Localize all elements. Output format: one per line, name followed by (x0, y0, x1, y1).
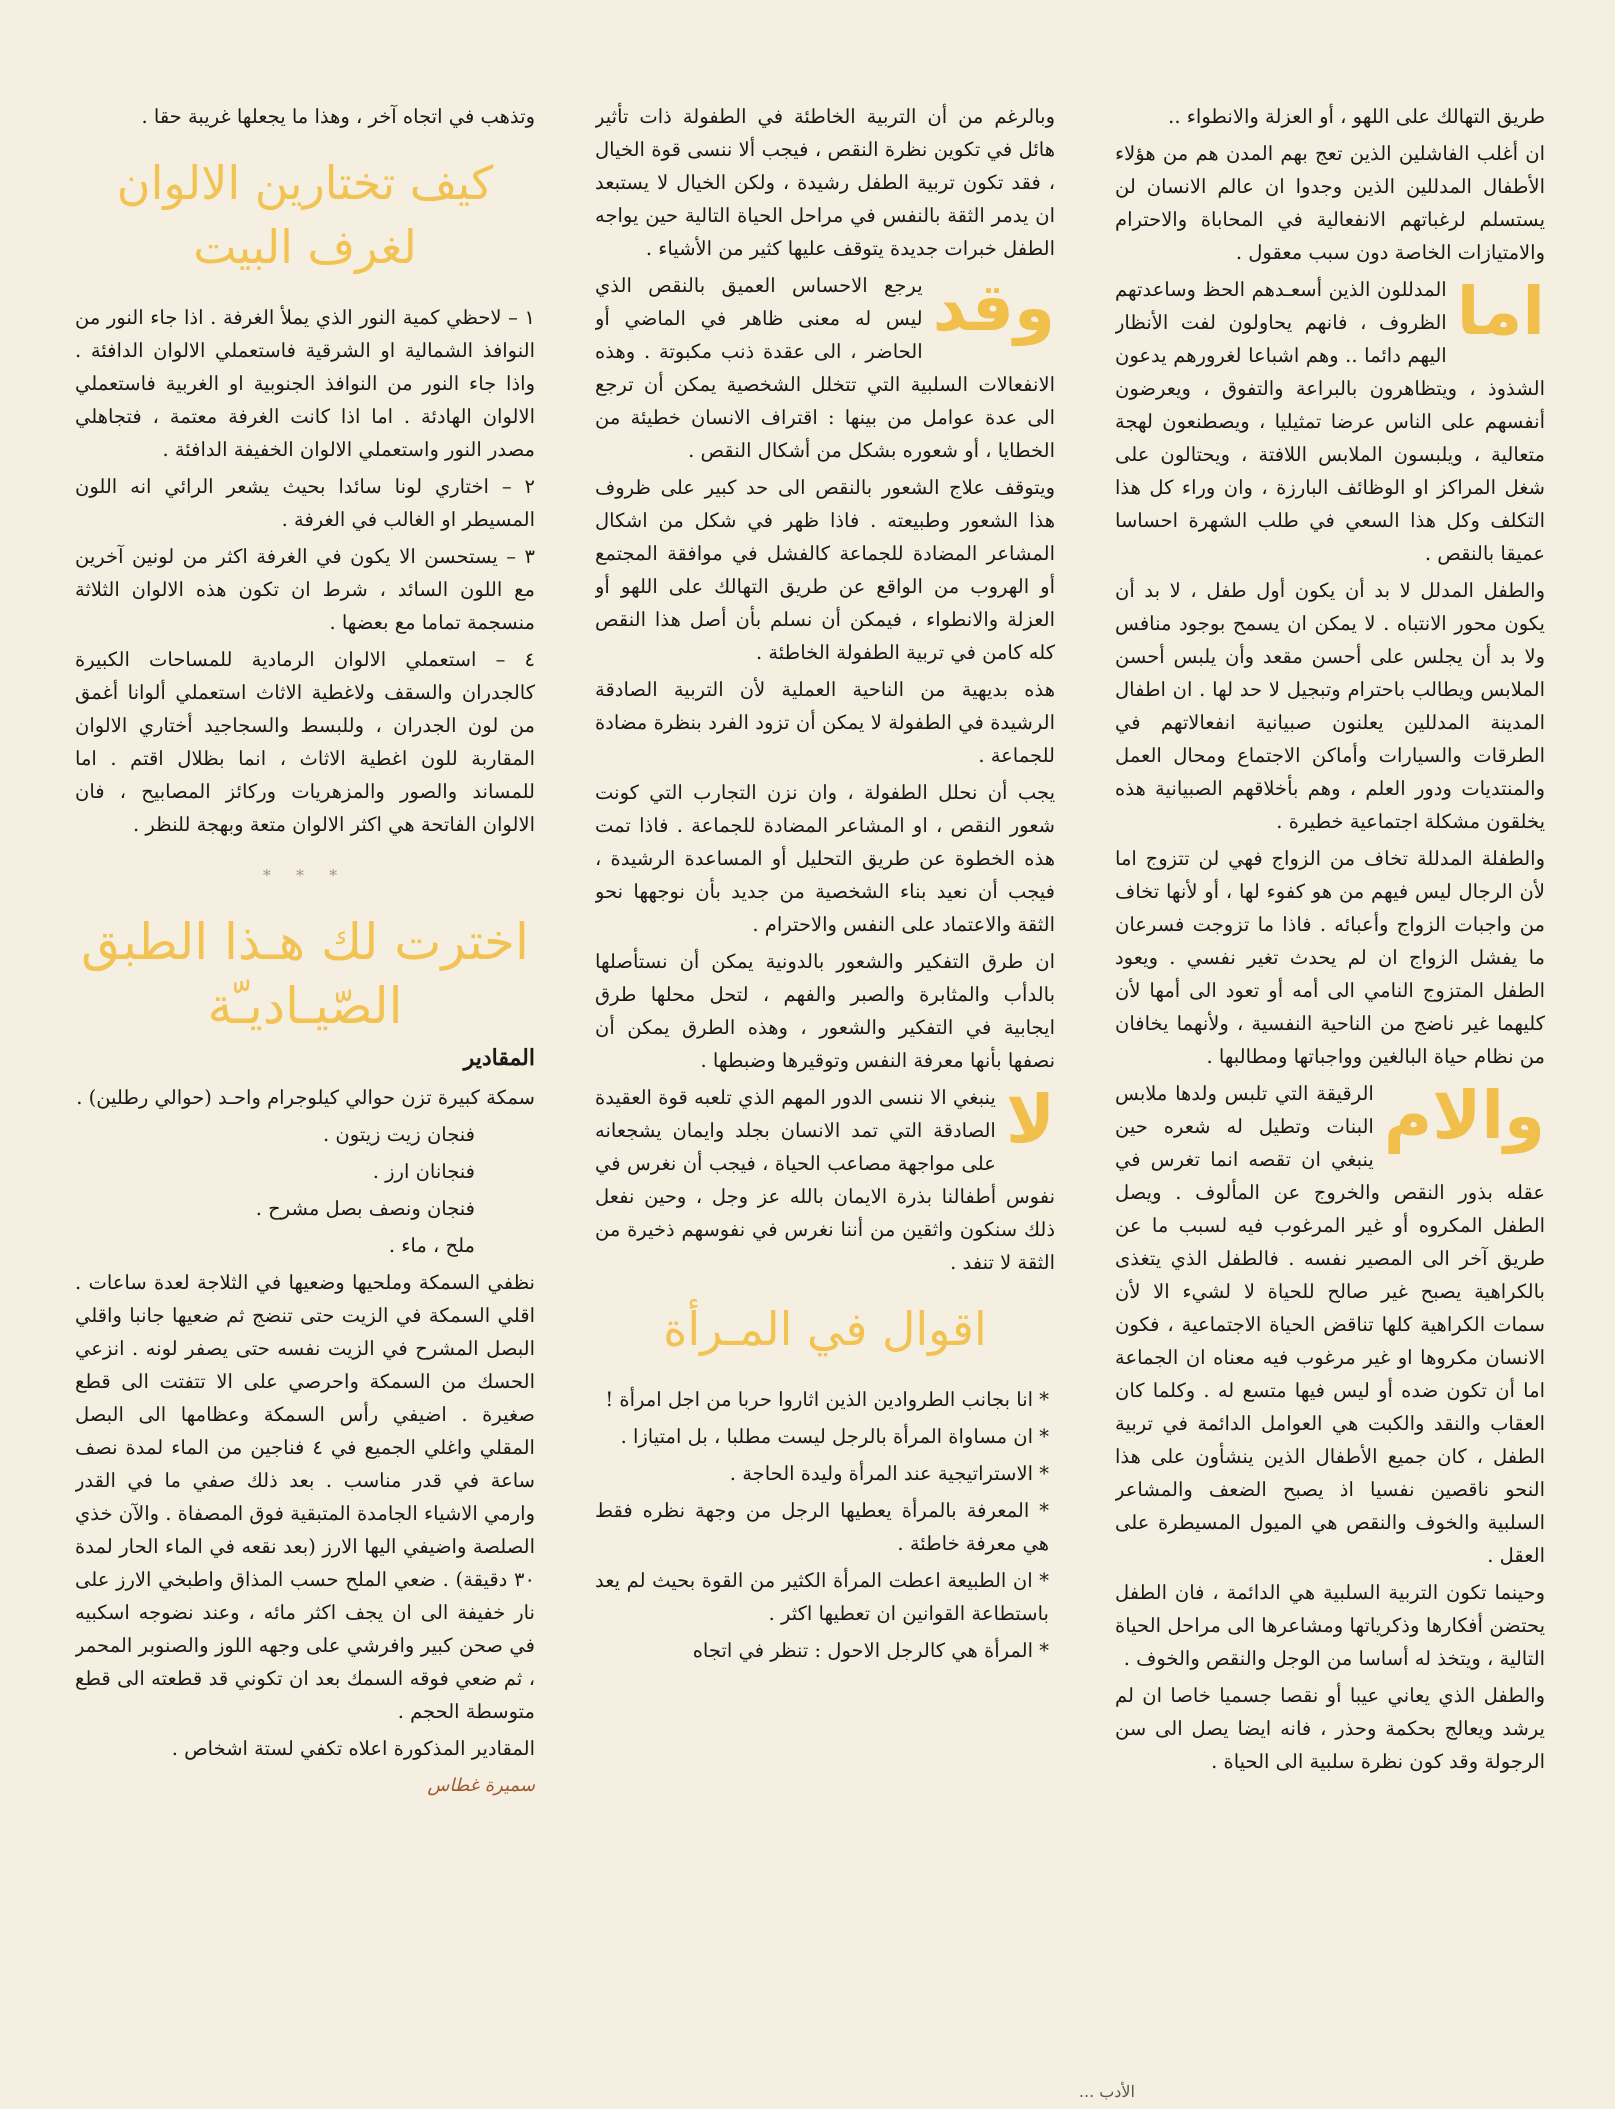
ingredient-item: ملح ، ماء . (388, 1234, 475, 1257)
paragraph-with-dropcap (595, 269, 1055, 467)
paragraph: ان أغلب الفاشلين الذين تعج بهم المدن هم من هؤلاء الأطفال المدللين الذين وجدوا ان عالم الانسان لن يستسلم لرغباتهم الانفعالية في المحاباة والاحترام والامتيازات الخاصة دون سبب معقول . (1115, 142, 1545, 264)
paragraph: ان طرق التفكير والشعور بالدونية يمكن أن نستأصلها بالدأب والمثابرة والصبر والفهم ، لتحل محلها طرق ايجابية في التفكير والشعور ، وهذه الطرق يمكن أن نصفها بأنها معرفة النفس وتوقيرها وضبطها . (595, 950, 1055, 1072)
ingredient-item: فنجان زيت زيتون . (323, 1123, 475, 1146)
paragraph: والطفل المدلل لا بد أن يكون أول طفل ، لا بد أن يكون محور الانتباه . لا يمكن ان يسمح بوجود منافس ولا بد أن يجلس على أحسن مقعد وأن يلبس أحسن الملابس ويطالب باحترام وتبجيل لا حد لها . ان اطفال المدينة المدللين يعلنون صبيانية انفعالاتهم في الطرقات والسيارات وأماكن الاجتماع ومحال العمل والمنتديات ودور العلم ، وهم بأخلاقهم الصبيانية هذه يخلقون مشكلة اجتماعية خطيرة . (1115, 579, 1545, 833)
heading-line: اخترت لك هـذا الطبق (81, 913, 529, 971)
section-heading-quotes: اقوال في المـرأة (663, 1302, 987, 1356)
recipe-method: نظفي السمكة وملحيها وضعيها في الثلاجة لعدة ساعات . اقلي السمكة في الزيت حتى تنضج ثم ضعيها جانبا واقلي البصل المشرح في الزيت نفسه حتى يصفر لونه . انزعي الحسك من السمكة واحرصي على الا تتفتت الى قطع صغيرة . اضيفي رأس السمكة وعظامها الى البصل المقلي واغلي الجميع في ٤ فناجين من الماء لمدة نصف ساعة في قدر مناسب . بعد ذلك صفي ما في القدر وارمي الاشياء الجامدة المتبقية فوق المصفاة . والآن خذي الصلصة واضيفي اليها الارز (بعد نقعه في الماء الحار لمدة ٣٠ دقيقة) . ضعي الملح حسب المذاق واطبخي الارز على نار خفيفة الى ان يجف اكثر مائه ، وعند نضوجه اسكبيه في صحن كبير وافرشي على وجهه اللوز والصنوبر المحمر ، ثم ضعي فوقه السمك بعد ان تكوني قد قطعته الى قطع متوسطة الحجم . (75, 1271, 535, 1723)
dropcap: وقد (932, 269, 1055, 346)
paragraph-text: يرجع الاحساس العميق بالنقص الذي ليس له معنى ظاهر في الماضي أو الحاضر ، الى عقدة ذنب مكبوتة . وهذه الانفعالات السلبية التي تتخلل الشخصية يمكن أن ترجع الى عدة عوامل من بينها : اقتراف الانسان خطيئة من الخطايا ، أو شعوره بشكل من أشكال النقص . (595, 274, 1055, 462)
paragraph: ويتوقف علاج الشعور بالنقص الى حد كبير على ظروف هذا الشعور وطبيعته . فاذا ظهر في شكل من اشكال المشاعر المضادة للجماعة كالفشل في موافقة المجتمع أو الهروب من الواقع عن طريق التهالك على اللهو أو العزلة والانطواء ، فيمكن أن نسلم بأن أصل هذا النقص كله كامن في تربية الطفولة الخاطئة . (595, 476, 1055, 664)
column-right (1115, 100, 1545, 2075)
tip-item: ١ – لاحظي كمية النور الذي يملأ الغرفة . اذا جاء النور من النوافذ الشمالية او الشرقية فاستعملي الالوان الدافئة . واذا جاء النور من النوافذ الجنوبية او الغربية فاستعملي الالوان الهادئة . اما اذا كانت الغرفة معتمة ، فتجاهلي مصدر النور واستعملي الالوان الخفيفة الدافئة . (75, 306, 535, 461)
footer-fragment: الأدب ... (1078, 2082, 1135, 2101)
paragraph-text: ينبغي الا ننسى الدور المهم الذي تلعبه قوة العقيدة الصادقة التي تمد الانسان بجلد وايمان يشجعانه على مواجهة مصاعب الحياة ، فيجب أن نغرس في نفوس أطفالنا بذرة الايمان بالله عز وجل ، وحين نفعل ذلك سنكون واثقين من أننا نغرس في نفوسهم ذخيرة من الثقة لا تنفد . (595, 1086, 1055, 1274)
paragraph: هذه بديهية من الناحية العملية لأن التربية الصادقة الرشيدة في الطفولة لا يمكن أن تزود الفرد بنظرة مضادة للجماعة . (595, 678, 1055, 767)
quote-item: * انا بجانب الطروادين الذين اثاروا حربا من اجل امرأة ! (605, 1388, 1049, 1411)
paragraph: والطفل الذي يعاني عيبا أو نقصا جسميا خاصا ان لم يرشد ويعالج بحكمة وحذر ، فانه ايضا يصل الى سن الرجولة وقد كون نظرة سلبية الى الحياة . (1115, 1684, 1545, 1773)
author-signature: سميرة غطاس (427, 1775, 535, 1796)
quote-item: * ان الطبيعة اعطت المرأة الكثير من القوة بحيث لم يعد باستطاعة القوانين ان تعطيها اكثر . (595, 1569, 1049, 1625)
paragraph-text: الرقيقة التي تلبس ولدها ملابس البنات وتطيل له شعره حين ينبغي ان تقصه انما تغرس في عقله بذور النقص والخروج عن المألوف . ويصل الطفل المكروه أو غير المرغوب فيه لسبب ما عن طريق آخر الى المصير نفسه . فالطفل الذي يتغذى بالكراهية يصبح غير صالح للحياة لا لشيء الا لأن سمات الكراهية كلها تناقض الحياة الاجتماعية ، فكون الانسان مكروها او غير مرغوب فيه معناه ان الجماعة اما أن تكون ضده أو ليس فيها متسع له . وكلما كان العقاب والنقد والكبت هي العوامل الدائمة في تربية الطفل ، كان جميع الأطفال الذين ينشأون على هذا النحو ناقصين نفسيا اذ يصبح الضعف والمشاعر السلبية والخوف والنقص هي الميول المسيطرة على العقل . (1115, 1082, 1545, 1567)
paragraph: والطفلة المدللة تخاف من الزواج فهي لن تتزوج اما لأن الرجال ليس فيهم من هو كفوء لها ، أو لأنها تخاف من واجبات الزواج وأعبائه . فاذا ما تزوجت فسرعان ما يفشل الزواج ان لم يحدث تغير نفسي . ويعود الطفل المتزوج النامي الى أمه أو تعود الى أمها لأن كليهما غير ناضج من الناحية النفسية ، ولأنهما يخافان من نظام حياة البالغين وواجباتها ومطالبها . (1115, 847, 1545, 1068)
paragraph-with-dropcap (1115, 1077, 1545, 1572)
ingredient-item: سمكة كبيرة تزن حوالي كيلوجرام واحـد (حوالي رطلين) . (76, 1086, 535, 1109)
column-middle (595, 100, 1055, 2075)
paragraph: وحينما تكون التربية السلبية هي الدائمة ، فان الطفل يحتضن أفكارها وذكرياتها ومشاعرها الى مراحل الحياة التالية ، ويتخذ له أساسا من الوجل والنقص والخوف . (1115, 1581, 1545, 1670)
quote-item: * المعرفة بالمرأة يعطيها الرجل من وجهة نظره فقط هي معرفة خاطئة . (595, 1499, 1049, 1555)
tip-item: ٢ – اختاري لونا سائدا بحيث يشعر الرائي انه اللون المسيطر او الغالب في الغرفة . (75, 475, 535, 531)
ingredients-title: المقادير (463, 1045, 535, 1071)
ingredient-item: فنجان ونصف بصل مشرح . (255, 1197, 475, 1220)
tip-item: ٤ – استعملي الالوان الرمادية للمساحات الكبيرة كالجدران والسقف ولاغطية الاثاث استعملي ألوانا أغمق من لون الجدران ، وللبسط والسجاجيد أختاري الالوان المقاربة للون اغطية الاثاث ، انما بظلال اقتم . اما للمساند والصور والمزهريات وركائز المصابيح ، فان الالوان الفاتحة هي اكثر الالوان متعة وبهجة للنظر . (75, 648, 535, 836)
heading-line: الصّيـاديـّة (207, 977, 403, 1035)
paragraph-with-dropcap (1115, 273, 1545, 570)
section-heading-colors: كيف تختارين الالوان لغرف البيت (116, 156, 494, 274)
dropcap: والام (1383, 1077, 1545, 1154)
ingredient-item: فنجانان ارز . (372, 1160, 475, 1183)
section-heading-recipe (75, 910, 535, 1038)
quote-item: * ان مساواة المرأة بالرجل ليست مطلبا ، بل امتيازا . (620, 1425, 1049, 1448)
paragraph: طريق التهالك على اللهو ، أو العزلة والانطواء .. (1168, 105, 1545, 128)
column-left (75, 100, 535, 2075)
tip-item: ٣ – يستحسن الا يكون في الغرفة اكثر من لونين آخرين مع اللون السائد ، شرط ان تكون هذه الالوان الثلاثة منسجمة تماما مع بعضها . (75, 545, 535, 634)
stars-divider: * * * (262, 866, 348, 885)
paragraph-with-dropcap (595, 1081, 1055, 1279)
paragraph: وبالرغم من أن التربية الخاطئة في الطفولة ذات تأثير هائل في تكوين نظرة النقص ، فيجب ألا ننسى قوة الخيال ، فقد تكون تربية الطفل رشيدة ، ولكن الخيال لا يستبعد ان يدمر الثقة بالنفس في مراحل الحياة التالية حين يواجه الطفل خبرات جديدة يتوقف عليها كثير من الأشياء . (595, 105, 1055, 260)
paragraph: يجب أن نحلل الطفولة ، وان نزن التجارب التي كونت شعور النقص ، او المشاعر المضادة للجماعة . فاذا تمت هذه الخطوة عن طريق التحليل أو المساعدة الرشيدة ، فيجب أن نعيد بناء الشخصية من جديد بأن نوجهها نحو الثقة والاعتماد على النفس والاحترام . (595, 781, 1055, 936)
dropcap: اما (1456, 273, 1545, 350)
dropcap: لا (1005, 1081, 1055, 1158)
paragraph-text: المدللون الذين أسعـدهم الحظ وساعدتهم الظروف ، فانهم يحاولون لفت الأنظار اليهم دائما .. وهم اشباعا لغرورهم يدعون الشذوذ ، ويتظاهرون بالبراعة والتفوق ، ويعرضون أنفسهم على الناس عرضا تمثيليا ، ويصطنعون لهجة متعالية ، ويلبسون الملابس اللافتة ، ويحتالون على شغل المراكز او الوظائف البارزة ، وان وراء كل هذا التكلف وكل هذا السعي في طلب الشهرة احساسا عميقا بالنقص . (1115, 278, 1545, 565)
quote-item: * المرأة هي كالرجل الاحول : تنظر في اتجاه (692, 1639, 1049, 1662)
servings-note: المقادير المذكورة اعلاه تكفي لستة اشخاص . (171, 1737, 535, 1760)
paragraph: وتذهب في اتجاه آخر ، وهذا ما يجعلها غريبة حقا . (141, 105, 535, 128)
quote-item: * الاستراتيجية عند المرأة وليدة الحاجة . (729, 1462, 1049, 1485)
